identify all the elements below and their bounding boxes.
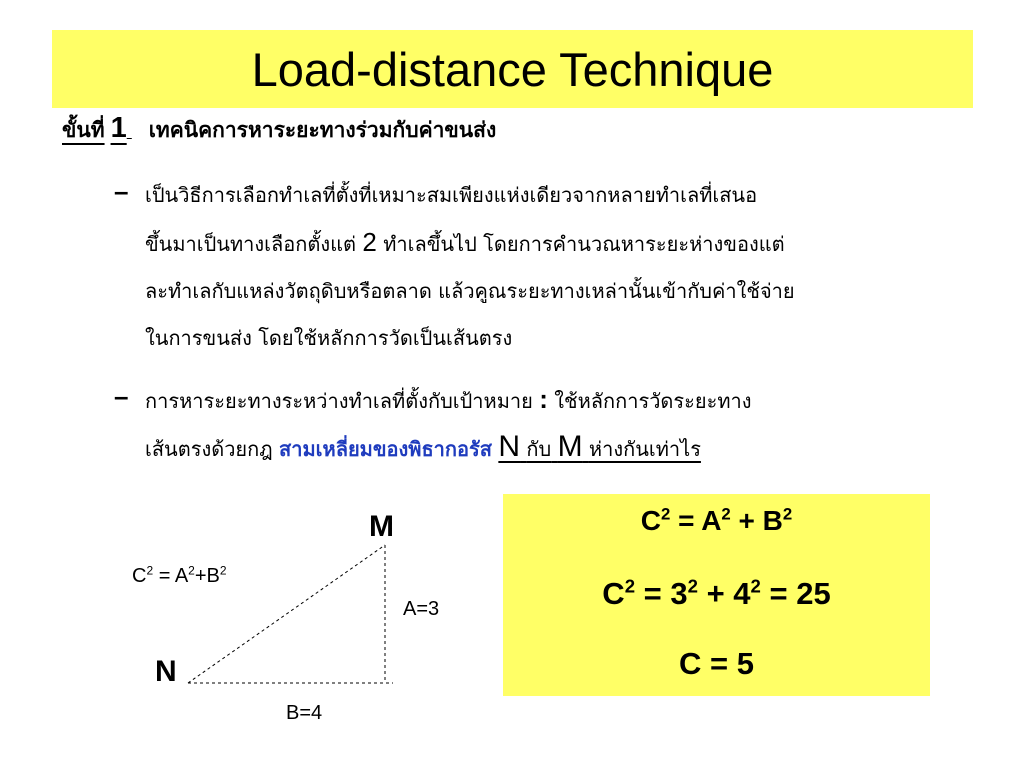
f1-c: C: [640, 505, 661, 536]
eq-a-exp: 2: [188, 563, 195, 578]
f2-c-exp: 2: [624, 575, 636, 597]
bullet1-line3: ละทำเลกับแหล่งวัตถุดิบหรือตลาด แล้วคูณระยะทางเหล่านั้นเข้ากับค่าใช้จ่าย: [145, 279, 795, 303]
formula-result: C = 5: [679, 646, 754, 681]
bullet2-line1-a: การหาระยะทางระหว่างทำเลที่ตั้งกับเป้าหมาย: [145, 389, 533, 413]
side-a-label: A=3: [403, 598, 440, 620]
vertex-m-label: M: [369, 510, 394, 543]
bullet1-line2-number: 2: [362, 227, 377, 257]
eq-b: +B: [194, 565, 220, 587]
how-far-text: ห่างกันเท่าไร: [588, 437, 701, 461]
f2-four-exp: 2: [750, 575, 761, 597]
bullet1-line2-a: ขึ้นมาเป็นทางเลือกตั้งแต่: [145, 232, 356, 256]
vertex-n-label: N: [155, 655, 177, 688]
slide-title: Load-distance Technique: [251, 42, 774, 96]
bullet-dash-1: –: [114, 176, 129, 206]
eq-c-exp: 2: [146, 563, 154, 578]
formula-substituted: [503, 576, 930, 612]
bullet-dash-2: –: [114, 381, 129, 411]
bullet2-line2-a: เส้นตรงด้วยกฎ: [145, 437, 273, 461]
f2-c: C: [602, 576, 625, 611]
pythagoras-highlight: สามเหลี่ยมของพิธากอรัส: [279, 437, 492, 461]
and-text: กับ: [526, 437, 552, 461]
side-b-label: B=4: [286, 702, 323, 724]
eq-b-exp: 2: [219, 563, 227, 578]
f1-b: + B: [730, 505, 783, 536]
point-m-text: M: [557, 430, 583, 463]
bullet1-line2-b: ทำเลขึ้นไป โดยการคำนวณหาระยะห่างของแต่: [383, 232, 785, 256]
point-n-text: N: [498, 430, 521, 463]
f1-a: = A: [670, 505, 722, 536]
f1-b-exp: 2: [782, 504, 793, 524]
step-heading-text: เทคนิคการหาระยะทางร่วมกับค่าขนส่ง: [148, 117, 497, 142]
f1-a-exp: 2: [721, 504, 731, 524]
f2-three-exp: 2: [687, 575, 698, 597]
step-label: ขั้นที่: [62, 117, 105, 142]
eq-a: = A: [153, 565, 189, 587]
formula-general: [503, 505, 930, 537]
bullet1-line4: ในการขนส่ง โดยใช้หลักการวัดเป็นเส้นตรง: [145, 326, 513, 350]
triangle-equation: [132, 565, 227, 588]
bullet2-colon: :: [539, 384, 548, 414]
f2-three: = 3: [635, 576, 688, 611]
f2-result: = 25: [760, 576, 831, 611]
bullet2-line1-b: ใช้หลักการวัดระยะทาง: [554, 389, 752, 413]
bullet1-line1: เป็นวิธีการเลือกทำเลที่ตั้งที่เหมาะสมเพียงแห่งเดียวจากหลายทำเลที่เสนอ: [145, 183, 758, 207]
f2-four: + 4: [697, 576, 751, 611]
f1-c-exp: 2: [660, 504, 671, 524]
step-number: 1: [110, 112, 127, 144]
eq-c: C: [132, 565, 147, 587]
